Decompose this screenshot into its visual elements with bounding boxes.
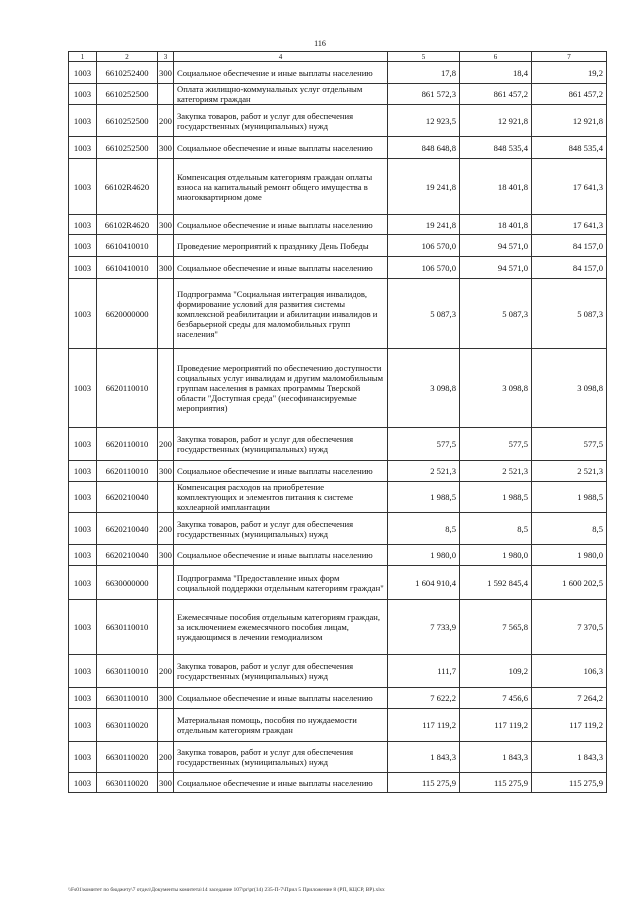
amount-col7-cell: 84 157,0 bbox=[532, 257, 607, 279]
section-code-cell: 1003 bbox=[69, 279, 97, 349]
section-code-cell: 1003 bbox=[69, 461, 97, 482]
target-article-code-cell: 6630110020 bbox=[97, 709, 158, 742]
column-header: 3 bbox=[158, 52, 174, 62]
amount-col5-cell: 2 521,3 bbox=[388, 461, 460, 482]
amount-col5-cell: 19 241,8 bbox=[388, 215, 460, 235]
target-article-code-cell: 6620000000 bbox=[97, 279, 158, 349]
amount-col5-cell: 111,7 bbox=[388, 655, 460, 688]
expense-name-cell: Подпрограмма "Социальная интеграция инвалидов, формирование условий для развития системы комплексной реабилитации и абилитации инвалидов и безбарьерной среды для маломобильных групп населения" bbox=[174, 279, 388, 349]
target-article-code-cell: 6610410010 bbox=[97, 257, 158, 279]
expense-type-code-cell: 200 bbox=[158, 513, 174, 545]
expense-name-cell: Ежемесячные пособия отдельным категориям граждан, за исключением ежемесячного пособия лицам, нуждающимся в лечении гемодиализом bbox=[174, 600, 388, 655]
amount-col7-cell: 115 275,9 bbox=[532, 773, 607, 793]
expense-type-code-cell bbox=[158, 709, 174, 742]
target-article-code-cell: 6620210040 bbox=[97, 513, 158, 545]
column-header: 4 bbox=[174, 52, 388, 62]
expense-type-code-cell bbox=[158, 159, 174, 215]
table-row bbox=[69, 84, 607, 105]
table-row bbox=[69, 279, 607, 349]
target-article-code-cell: 6630110020 bbox=[97, 773, 158, 793]
amount-col5-cell: 12 923,5 bbox=[388, 105, 460, 137]
amount-col5-cell: 1 988,5 bbox=[388, 482, 460, 513]
amount-col5-cell: 7 622,2 bbox=[388, 688, 460, 709]
expense-type-code-cell: 300 bbox=[158, 257, 174, 279]
amount-col5-cell: 17,8 bbox=[388, 62, 460, 84]
target-article-code-cell: 6630110020 bbox=[97, 742, 158, 773]
expense-type-code-cell bbox=[158, 279, 174, 349]
expense-type-code-cell bbox=[158, 349, 174, 428]
section-code-cell: 1003 bbox=[69, 159, 97, 215]
amount-col7-cell: 117 119,2 bbox=[532, 709, 607, 742]
table-row bbox=[69, 62, 607, 84]
amount-col7-cell: 1 980,0 bbox=[532, 545, 607, 566]
file-path-footer: \\Fs01\комитет по бюджету\7 отдел\Документы комитета\14 заседание 107\pr\pr(14) 235-П-7\Прил 5 Приложение 8 (РП, КЦСР, ВР).xlsx bbox=[68, 887, 385, 893]
target-article-code-cell: 6610252500 bbox=[97, 105, 158, 137]
section-code-cell: 1003 bbox=[69, 428, 97, 461]
amount-col7-cell: 84 157,0 bbox=[532, 235, 607, 257]
table-row bbox=[69, 257, 607, 279]
expense-name-cell: Социальное обеспечение и иные выплаты населению bbox=[174, 62, 388, 84]
amount-col6-cell: 94 571,0 bbox=[460, 257, 532, 279]
target-article-code-cell: 6620110010 bbox=[97, 461, 158, 482]
expense-name-cell: Оплата жилищно-коммунальных услуг отдельным категориям граждан bbox=[174, 84, 388, 105]
section-code-cell: 1003 bbox=[69, 235, 97, 257]
section-code-cell: 1003 bbox=[69, 105, 97, 137]
amount-col6-cell: 1 980,0 bbox=[460, 545, 532, 566]
expense-type-code-cell: 200 bbox=[158, 428, 174, 461]
amount-col5-cell: 577,5 bbox=[388, 428, 460, 461]
expense-name-cell: Закупка товаров, работ и услуг для обеспечения государственных (муниципальных) нужд bbox=[174, 742, 388, 773]
table-row bbox=[69, 482, 607, 513]
expense-type-code-cell: 300 bbox=[158, 773, 174, 793]
expense-type-code-cell: 300 bbox=[158, 62, 174, 84]
amount-col6-cell: 3 098,8 bbox=[460, 349, 532, 428]
target-article-code-cell: 6630110010 bbox=[97, 600, 158, 655]
amount-col6-cell: 577,5 bbox=[460, 428, 532, 461]
expense-name-cell: Компенсация расходов на приобретение комплектующих и элементов питания к системе кохлеарной имплантации bbox=[174, 482, 388, 513]
amount-col7-cell: 19,2 bbox=[532, 62, 607, 84]
expense-name-cell: Социальное обеспечение и иные выплаты населению bbox=[174, 545, 388, 566]
expense-type-code-cell: 300 bbox=[158, 688, 174, 709]
expense-name-cell: Закупка товаров, работ и услуг для обеспечения государственных (муниципальных) нужд bbox=[174, 428, 388, 461]
expense-type-code-cell: 300 bbox=[158, 137, 174, 159]
section-code-cell: 1003 bbox=[69, 513, 97, 545]
table-row bbox=[69, 513, 607, 545]
table-row bbox=[69, 545, 607, 566]
table-row bbox=[69, 215, 607, 235]
table-row bbox=[69, 709, 607, 742]
expense-name-cell: Проведение мероприятий по обеспечению доступности социальных услуг инвалидам и другим маломобильным группам населения в рамках программы Тверской области "Доступная среда" (несофинансируемые мероприятия) bbox=[174, 349, 388, 428]
expense-type-code-cell bbox=[158, 566, 174, 600]
amount-col7-cell: 7 264,2 bbox=[532, 688, 607, 709]
amount-col5-cell: 5 087,3 bbox=[388, 279, 460, 349]
expense-name-cell: Социальное обеспечение и иные выплаты населению bbox=[174, 257, 388, 279]
column-number-row bbox=[69, 52, 607, 62]
column-header: 2 bbox=[97, 52, 158, 62]
expense-name-cell: Проведение мероприятий к празднику День Победы bbox=[174, 235, 388, 257]
section-code-cell: 1003 bbox=[69, 257, 97, 279]
amount-col5-cell: 8,5 bbox=[388, 513, 460, 545]
page-number: 116 bbox=[314, 39, 326, 48]
expense-name-cell: Компенсация отдельным категориям граждан оплаты взноса на капитальный ремонт общего имущества в многоквартирном доме bbox=[174, 159, 388, 215]
expense-name-cell: Социальное обеспечение и иные выплаты населению bbox=[174, 688, 388, 709]
expense-type-code-cell: 200 bbox=[158, 105, 174, 137]
amount-col5-cell: 3 098,8 bbox=[388, 349, 460, 428]
expense-name-cell: Социальное обеспечение и иные выплаты населению bbox=[174, 773, 388, 793]
amount-col6-cell: 12 921,8 bbox=[460, 105, 532, 137]
amount-col5-cell: 117 119,2 bbox=[388, 709, 460, 742]
table-row bbox=[69, 137, 607, 159]
section-code-cell: 1003 bbox=[69, 349, 97, 428]
section-code-cell: 1003 bbox=[69, 137, 97, 159]
table-row bbox=[69, 600, 607, 655]
amount-col7-cell: 17 641,3 bbox=[532, 215, 607, 235]
target-article-code-cell: 66102R4620 bbox=[97, 215, 158, 235]
table-row bbox=[69, 655, 607, 688]
expense-type-code-cell: 300 bbox=[158, 545, 174, 566]
table-row bbox=[69, 105, 607, 137]
budget-table bbox=[68, 51, 607, 793]
target-article-code-cell: 66102R4620 bbox=[97, 159, 158, 215]
table-row bbox=[69, 159, 607, 215]
amount-col6-cell: 18 401,8 bbox=[460, 159, 532, 215]
expense-type-code-cell: 200 bbox=[158, 655, 174, 688]
column-header: 7 bbox=[532, 52, 607, 62]
table-row bbox=[69, 688, 607, 709]
table-row bbox=[69, 428, 607, 461]
expense-name-cell: Закупка товаров, работ и услуг для обеспечения государственных (муниципальных) нужд bbox=[174, 105, 388, 137]
section-code-cell: 1003 bbox=[69, 566, 97, 600]
amount-col5-cell: 1 980,0 bbox=[388, 545, 460, 566]
amount-col6-cell: 7 456,6 bbox=[460, 688, 532, 709]
table-row bbox=[69, 742, 607, 773]
target-article-code-cell: 6630110010 bbox=[97, 655, 158, 688]
expense-type-code-cell: 200 bbox=[158, 742, 174, 773]
amount-col7-cell: 1 988,5 bbox=[532, 482, 607, 513]
amount-col5-cell: 115 275,9 bbox=[388, 773, 460, 793]
amount-col5-cell: 1 604 910,4 bbox=[388, 566, 460, 600]
amount-col5-cell: 19 241,8 bbox=[388, 159, 460, 215]
expense-type-code-cell bbox=[158, 235, 174, 257]
amount-col6-cell: 109,2 bbox=[460, 655, 532, 688]
section-code-cell: 1003 bbox=[69, 482, 97, 513]
amount-col6-cell: 94 571,0 bbox=[460, 235, 532, 257]
section-code-cell: 1003 bbox=[69, 600, 97, 655]
expense-type-code-cell bbox=[158, 84, 174, 105]
amount-col7-cell: 1 600 202,5 bbox=[532, 566, 607, 600]
amount-col6-cell: 861 457,2 bbox=[460, 84, 532, 105]
amount-col6-cell: 7 565,8 bbox=[460, 600, 532, 655]
amount-col7-cell: 848 535,4 bbox=[532, 137, 607, 159]
amount-col7-cell: 106,3 bbox=[532, 655, 607, 688]
amount-col6-cell: 2 521,3 bbox=[460, 461, 532, 482]
table-row bbox=[69, 773, 607, 793]
amount-col5-cell: 1 843,3 bbox=[388, 742, 460, 773]
target-article-code-cell: 6620110010 bbox=[97, 349, 158, 428]
amount-col7-cell: 861 457,2 bbox=[532, 84, 607, 105]
amount-col6-cell: 8,5 bbox=[460, 513, 532, 545]
section-code-cell: 1003 bbox=[69, 545, 97, 566]
target-article-code-cell: 6630110010 bbox=[97, 688, 158, 709]
target-article-code-cell: 6630000000 bbox=[97, 566, 158, 600]
expense-name-cell: Социальное обеспечение и иные выплаты населению bbox=[174, 461, 388, 482]
section-code-cell: 1003 bbox=[69, 62, 97, 84]
expense-type-code-cell: 300 bbox=[158, 461, 174, 482]
expense-name-cell: Подпрограмма "Предоставление иных форм социальной поддержки отдельным категориям граждан" bbox=[174, 566, 388, 600]
amount-col7-cell: 2 521,3 bbox=[532, 461, 607, 482]
expense-name-cell: Материальная помощь, пособия по нуждаемости отдельным категориям граждан bbox=[174, 709, 388, 742]
expense-type-code-cell: 300 bbox=[158, 215, 174, 235]
amount-col6-cell: 117 119,2 bbox=[460, 709, 532, 742]
section-code-cell: 1003 bbox=[69, 215, 97, 235]
expense-type-code-cell bbox=[158, 600, 174, 655]
amount-col7-cell: 17 641,3 bbox=[532, 159, 607, 215]
amount-col6-cell: 1 592 845,4 bbox=[460, 566, 532, 600]
amount-col7-cell: 3 098,8 bbox=[532, 349, 607, 428]
target-article-code-cell: 6610410010 bbox=[97, 235, 158, 257]
table-row bbox=[69, 566, 607, 600]
target-article-code-cell: 6610252500 bbox=[97, 84, 158, 105]
section-code-cell: 1003 bbox=[69, 688, 97, 709]
amount-col5-cell: 106 570,0 bbox=[388, 257, 460, 279]
amount-col6-cell: 1 988,5 bbox=[460, 482, 532, 513]
target-article-code-cell: 6610252500 bbox=[97, 137, 158, 159]
section-code-cell: 1003 bbox=[69, 742, 97, 773]
column-header: 5 bbox=[388, 52, 460, 62]
amount-col6-cell: 1 843,3 bbox=[460, 742, 532, 773]
table-row bbox=[69, 461, 607, 482]
section-code-cell: 1003 bbox=[69, 709, 97, 742]
section-code-cell: 1003 bbox=[69, 655, 97, 688]
amount-col6-cell: 115 275,9 bbox=[460, 773, 532, 793]
amount-col7-cell: 12 921,8 bbox=[532, 105, 607, 137]
table-row bbox=[69, 235, 607, 257]
target-article-code-cell: 6620210040 bbox=[97, 482, 158, 513]
expense-name-cell: Социальное обеспечение и иные выплаты населению bbox=[174, 137, 388, 159]
amount-col6-cell: 848 535,4 bbox=[460, 137, 532, 159]
amount-col5-cell: 7 733,9 bbox=[388, 600, 460, 655]
section-code-cell: 1003 bbox=[69, 773, 97, 793]
target-article-code-cell: 6620110010 bbox=[97, 428, 158, 461]
expense-name-cell: Закупка товаров, работ и услуг для обеспечения государственных (муниципальных) нужд bbox=[174, 513, 388, 545]
amount-col7-cell: 577,5 bbox=[532, 428, 607, 461]
amount-col6-cell: 18,4 bbox=[460, 62, 532, 84]
amount-col7-cell: 8,5 bbox=[532, 513, 607, 545]
amount-col7-cell: 1 843,3 bbox=[532, 742, 607, 773]
amount-col6-cell: 5 087,3 bbox=[460, 279, 532, 349]
target-article-code-cell: 6610252400 bbox=[97, 62, 158, 84]
amount-col5-cell: 861 572,3 bbox=[388, 84, 460, 105]
table-row bbox=[69, 349, 607, 428]
expense-name-cell: Социальное обеспечение и иные выплаты населению bbox=[174, 215, 388, 235]
expense-type-code-cell bbox=[158, 482, 174, 513]
amount-col5-cell: 106 570,0 bbox=[388, 235, 460, 257]
expense-name-cell: Закупка товаров, работ и услуг для обеспечения государственных (муниципальных) нужд bbox=[174, 655, 388, 688]
column-header: 6 bbox=[460, 52, 532, 62]
target-article-code-cell: 6620210040 bbox=[97, 545, 158, 566]
column-header: 1 bbox=[69, 52, 97, 62]
amount-col5-cell: 848 648,8 bbox=[388, 137, 460, 159]
amount-col7-cell: 7 370,5 bbox=[532, 600, 607, 655]
amount-col7-cell: 5 087,3 bbox=[532, 279, 607, 349]
section-code-cell: 1003 bbox=[69, 84, 97, 105]
amount-col6-cell: 18 401,8 bbox=[460, 215, 532, 235]
